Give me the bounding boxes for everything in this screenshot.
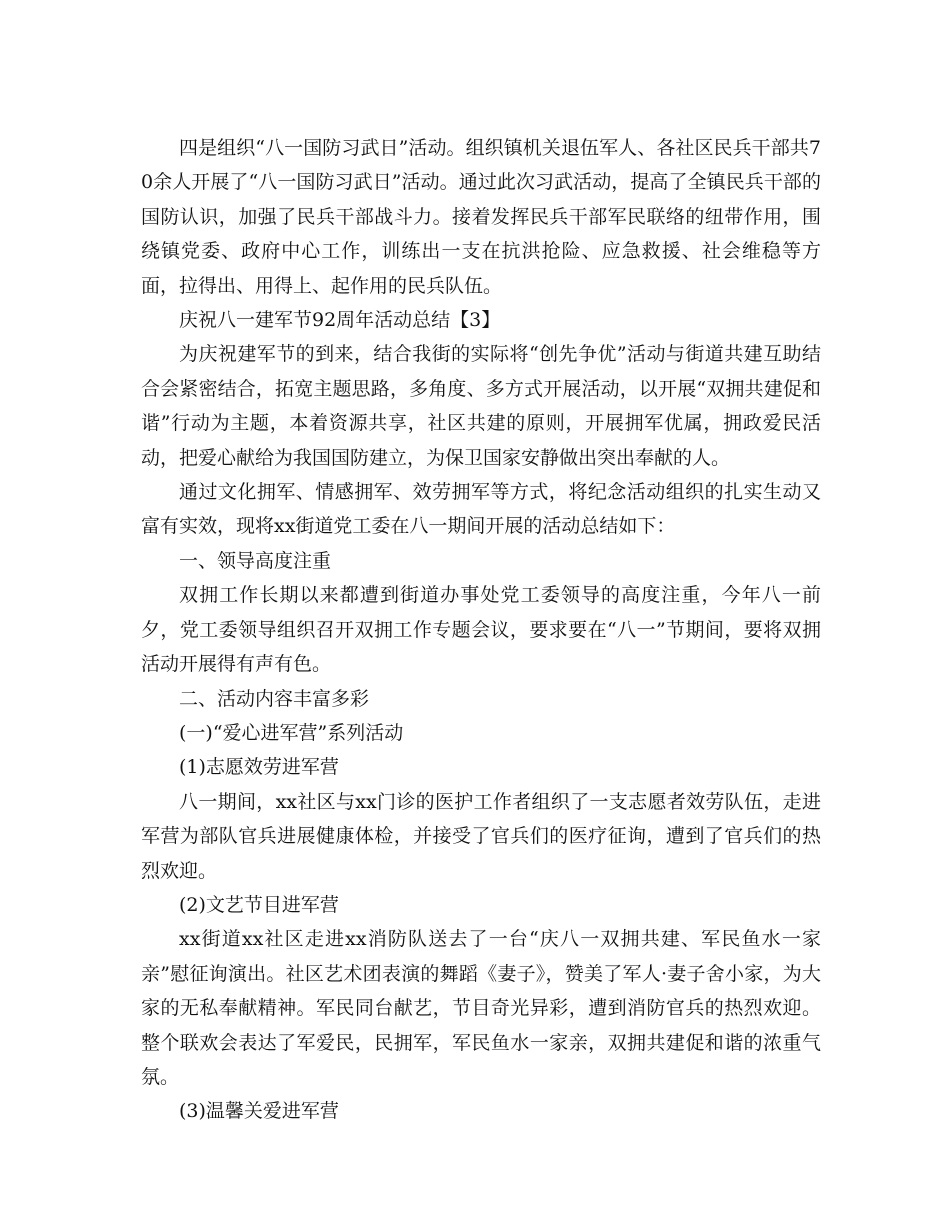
paragraph-art-performance: xx街道xx社区走进xx消防队送去了一台“庆八一双拥共建、军民鱼水一家亲”慰征询演出。社区艺术团表演的舞蹈《妻子》，赞美了军人·妻子舍小家，为大家的无私奉献精神。军民同台献艺，节目奇光异彩，遭到消防官兵的热烈欢迎。整个联欢会表达了军爱民，民拥军，军民鱼水一家亲，双拥共建促和谐的浓重气氛。	[141, 928, 821, 1088]
heading-activities: 二、活动内容丰富多彩	[179, 687, 370, 710]
document-body	[141, 131, 821, 1129]
heading-leadership: 一、领导高度注重	[179, 549, 332, 572]
section-heading-summary-3: 庆祝八一建军节92周年活动总结【3】	[179, 309, 501, 332]
item-volunteer-service: (1)志愿效劳进军营	[179, 756, 339, 779]
subheading-love-into-barracks: (一)“爱心进军营”系列活动	[179, 721, 404, 744]
paragraph-summary-lead: 通过文化拥军、情感拥军、效劳拥军等方式，将纪念活动组织的扎实生动又富有实效，现将xx街道党工委在八一期间开展的活动总结如下：	[141, 481, 821, 538]
paragraph-intro: 为庆祝建军节的到来，结合我街的实际将“创先争优”活动与街道共建互助结合会紧密结合，拓宽主题思路，多角度、多方式开展活动，以开展“双拥共建促和谐”行动为主题，本着资源共享，社区共建的原则，开展拥军优属，拥政爱民活动，把爱心献给为我国国防建立，为保卫国家安静做出突出奉献的人。	[141, 343, 821, 469]
item-warm-care: (3)温馨关爱进军营	[179, 1100, 339, 1123]
paragraph-militia-drill-day: 四是组织“八一国防习武日”活动。组织镇机关退伍军人、各社区民兵干部共70余人开展了“八一国防习武日”活动。通过此次习武活动，提高了全镇民兵干部的国防认识，加强了民兵干部战斗力。接着发挥民兵干部军民联络的纽带作用，围绕镇党委、政府中心工作，训练出一支在抗洪抢险、应急救援、社会维稳等方面，拉得出、用得上、起作用的民兵队伍。	[141, 137, 821, 297]
paragraph-volunteer-service: 八一期间，xx社区与xx门诊的医护工作者组织了一支志愿者效劳队伍，走进军营为部队官兵进展健康体检，并接受了官兵们的医疗征询，遭到了官兵们的热烈欢迎。	[141, 790, 821, 882]
item-art-performance: (2)文艺节目进军营	[179, 893, 339, 916]
paragraph-leadership: 双拥工作长期以来都遭到街道办事处党工委领导的高度注重，今年八一前夕，党工委领导组织召开双拥工作专题会议，要求要在“八一”节期间，要将双拥活动开展得有声有色。	[141, 584, 821, 676]
